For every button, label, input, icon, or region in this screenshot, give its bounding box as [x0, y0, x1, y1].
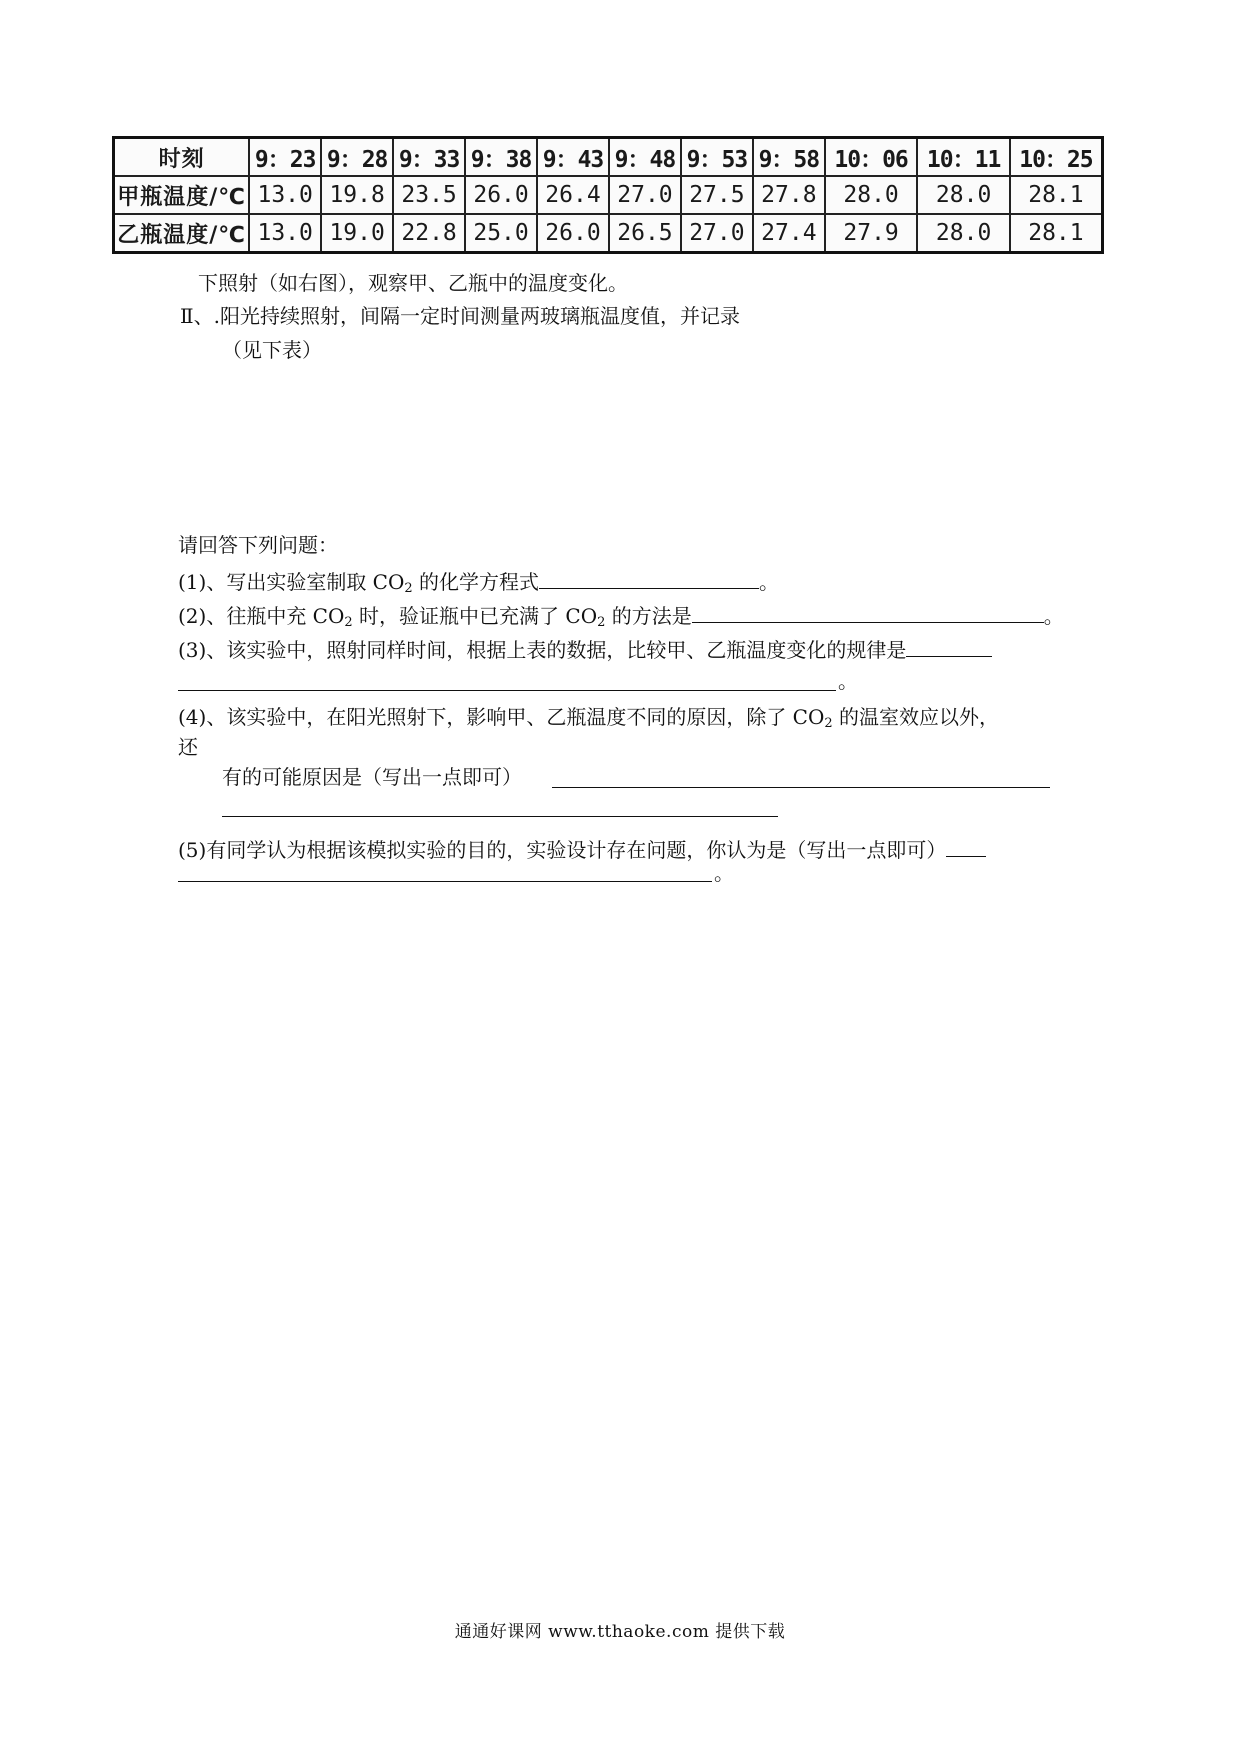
value-cell: 26.5: [609, 214, 681, 253]
value-cell: 28.1: [1010, 214, 1103, 253]
question-3-end: 。: [838, 669, 858, 693]
temperature-table: [112, 136, 1104, 254]
time-cell: 9：28: [321, 138, 393, 177]
intro-line-2: Ⅱ、.阳光持续照射，间隔一定时间测量两玻璃瓶温度值，并记录: [180, 304, 740, 328]
question-1: (1)、写出实验室制取 $CO_2$ 的化学方程式 。: [178, 566, 779, 595]
value-cell: 25.0: [465, 214, 537, 253]
answer-blank-5b[interactable]: [178, 881, 712, 882]
question-5: (5)有同学认为根据该模拟实验的目的，实验设计存在问题，你认为是（写出一点即可）: [178, 834, 986, 863]
intro-line-3: （见下表）: [222, 338, 322, 362]
time-cell: 10：06: [825, 138, 918, 177]
value-cell: 13.0: [249, 214, 321, 253]
value-cell: 19.8: [321, 176, 393, 214]
time-cell: 9：33: [393, 138, 465, 177]
intro-line-1: 下照射（如右图），观察甲、乙瓶中的温度变化。: [198, 271, 628, 295]
value-cell: 26.0: [537, 214, 609, 253]
question-4-cont: 有的可能原因是（写出一点即可）: [222, 765, 522, 789]
question-5-end: 。: [714, 861, 734, 885]
value-cell: 27.0: [609, 176, 681, 214]
table-header-label: 时刻: [114, 138, 250, 177]
value-cell: 27.0: [681, 214, 753, 253]
table-header-row: [114, 138, 1103, 177]
time-cell: 9：23: [249, 138, 321, 177]
answer-blank-5a[interactable]: [946, 834, 986, 857]
answer-blank-1[interactable]: [539, 566, 759, 589]
value-cell: 19.0: [321, 214, 393, 253]
value-cell: 22.8: [393, 214, 465, 253]
row-label-yi: 乙瓶温度/℃: [114, 214, 250, 253]
answer-blank-3a[interactable]: [906, 634, 992, 657]
question-3: (3)、该实验中，照射同样时间，根据上表的数据，比较甲、乙瓶温度变化的规律是: [178, 634, 992, 663]
time-cell: 9：48: [609, 138, 681, 177]
value-cell: 27.8: [753, 176, 825, 214]
time-cell: 10：25: [1010, 138, 1103, 177]
value-cell: 26.0: [465, 176, 537, 214]
time-cell: 9：53: [681, 138, 753, 177]
time-cell: 10：11: [917, 138, 1010, 177]
value-cell: 27.5: [681, 176, 753, 214]
value-cell: 28.0: [825, 176, 918, 214]
questions-prompt: 请回答下列问题：: [178, 533, 338, 557]
time-cell: 9：58: [753, 138, 825, 177]
value-cell: 28.0: [917, 214, 1010, 253]
row-label-jia: 甲瓶温度/℃: [114, 176, 250, 214]
value-cell: 28.0: [917, 176, 1010, 214]
value-cell: 27.4: [753, 214, 825, 253]
table-row: [114, 176, 1103, 214]
answer-blank-4a[interactable]: [552, 787, 1050, 788]
answer-blank-4b[interactable]: [222, 816, 778, 817]
question-4: (4)、该实验中，在阳光照射下，影响甲、乙瓶温度不同的原因，除了 $CO_2$ 的温室效应以外，: [178, 705, 1000, 731]
answer-blank-3b[interactable]: [178, 690, 836, 691]
value-cell: 26.4: [537, 176, 609, 214]
value-cell: 13.0: [249, 176, 321, 214]
table-row: [114, 214, 1103, 253]
value-cell: 27.9: [825, 214, 918, 253]
question-2: (2)、往瓶中充 $CO_2$ 时，验证瓶中已充满了 $CO_2$ 的方法是 。: [178, 600, 1064, 629]
value-cell: 28.1: [1010, 176, 1103, 214]
answer-blank-2[interactable]: [692, 600, 1044, 623]
value-cell: 23.5: [393, 176, 465, 214]
time-cell: 9：43: [537, 138, 609, 177]
time-cell: 9：38: [465, 138, 537, 177]
question-4-wrap: 还: [178, 735, 198, 759]
page-footer: 通通好课网 www.tthaoke.com 提供下载: [454, 1622, 786, 1642]
